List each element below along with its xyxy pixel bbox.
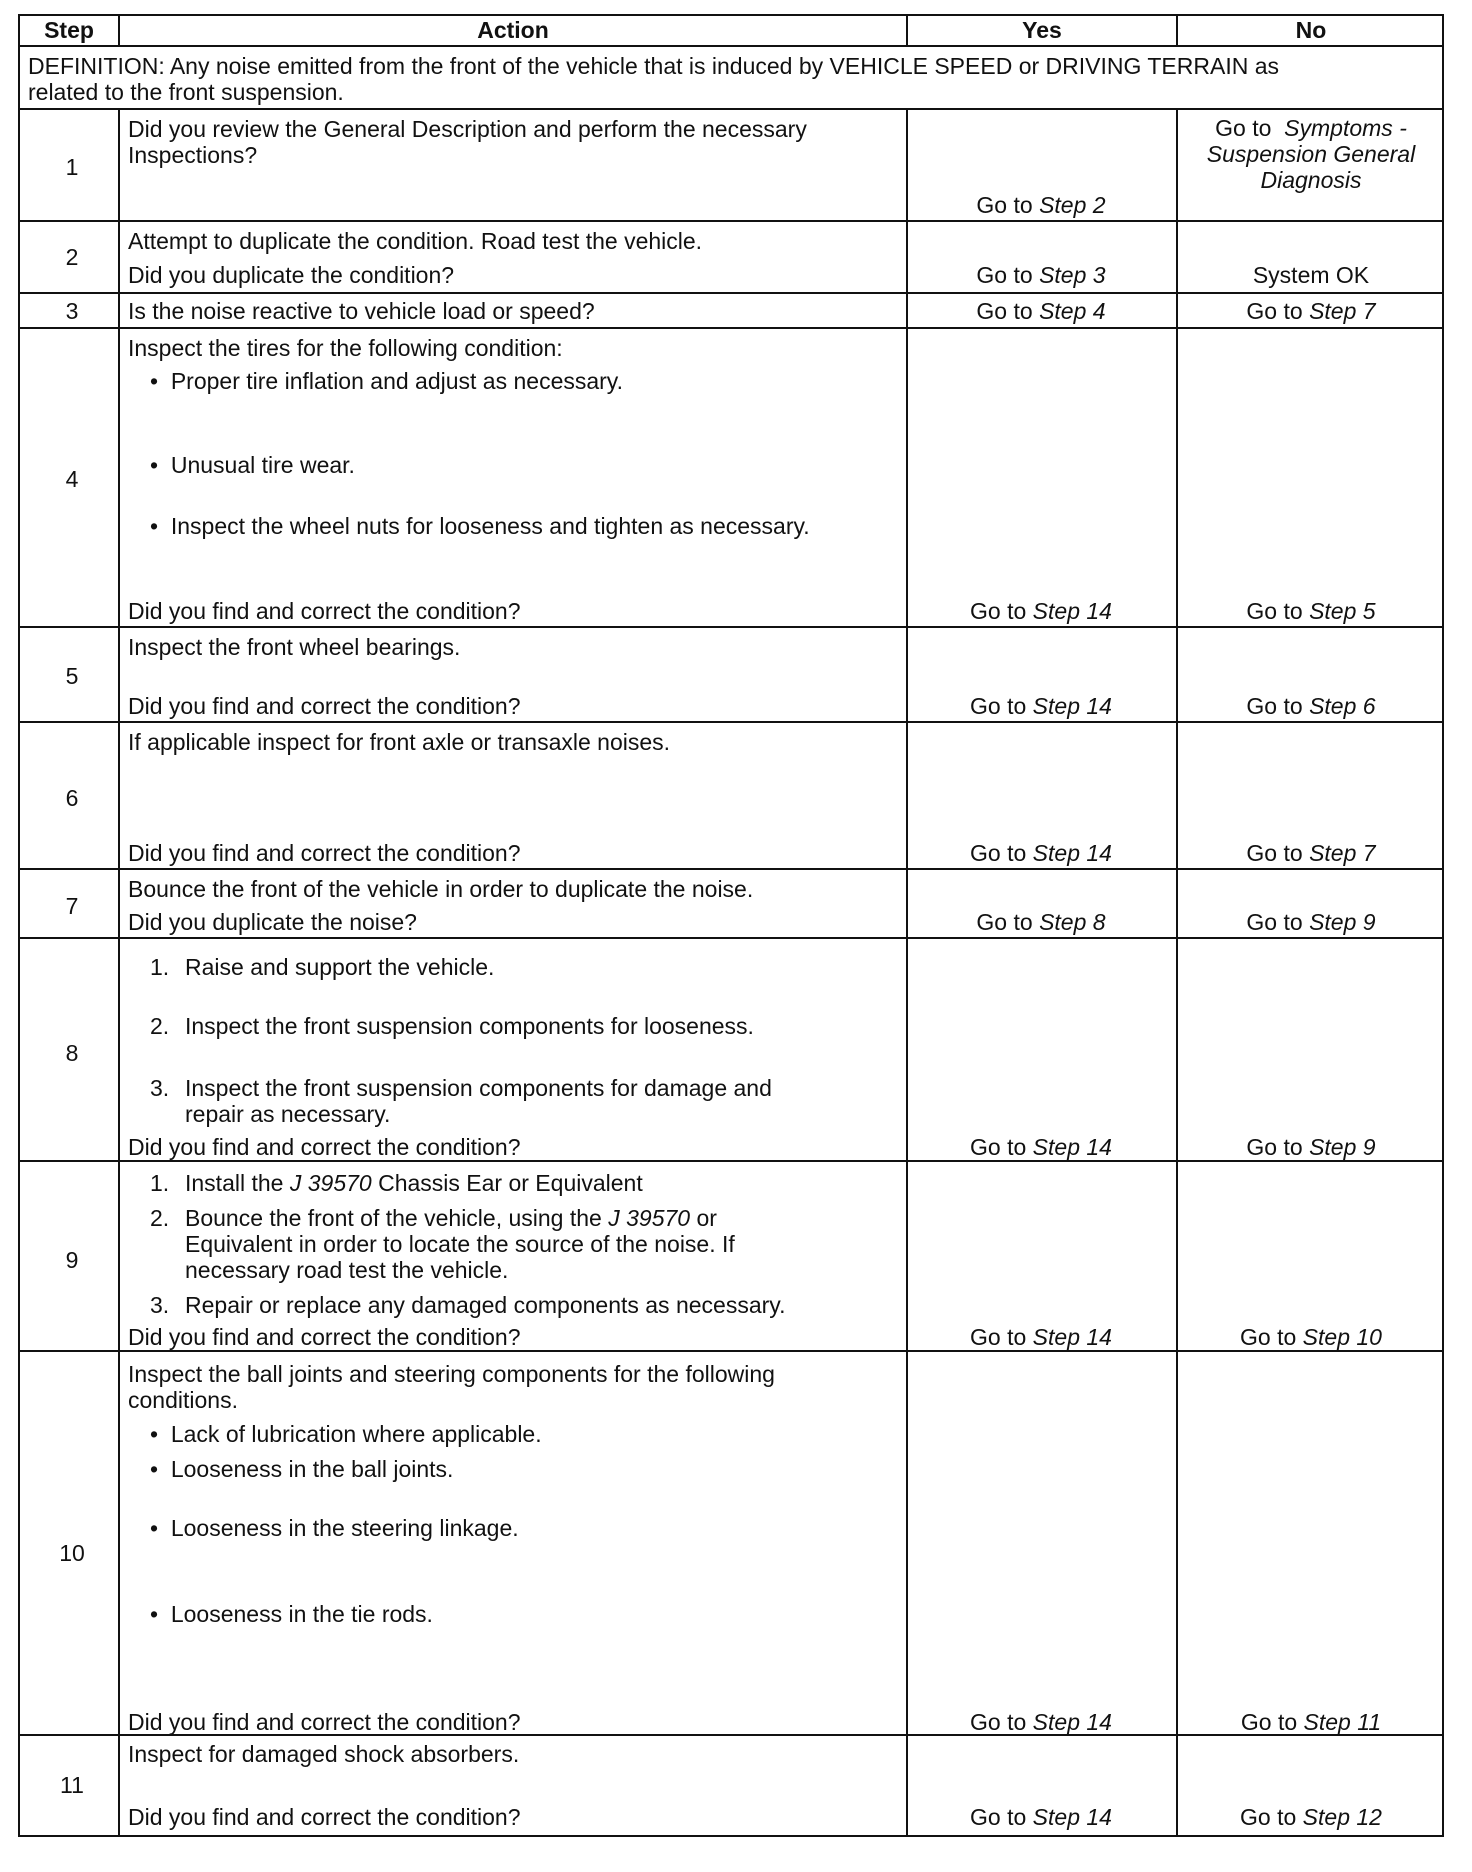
row-divider <box>18 937 1444 939</box>
row-divider <box>18 1350 1444 1352</box>
step-number: 10 <box>59 1540 85 1566</box>
goto-label: Go to <box>970 1324 1027 1350</box>
symptoms-link: Symptoms - <box>1284 115 1407 141</box>
numbered-item-continued: repair as necessary. <box>185 1101 391 1127</box>
bullet-item: • Looseness in the tie rods. <box>150 1601 433 1627</box>
yes-cell <box>908 298 1174 324</box>
numbered-marker: 1. <box>150 954 170 980</box>
step-number: 8 <box>65 1040 79 1066</box>
yes-cell <box>908 1709 1174 1735</box>
action-question: Did you find and correct the condition? <box>128 1709 521 1735</box>
step-number: 3 <box>65 298 79 324</box>
step-link: Step 7 <box>1309 840 1376 866</box>
step-link: Step 7 <box>1309 298 1376 324</box>
bullet-text: Proper tire inflation and adjust as necessary. <box>170 368 623 394</box>
step-link: Step 14 <box>1032 840 1112 866</box>
step-link: Step 14 <box>1032 693 1112 719</box>
goto-label: Go to <box>970 693 1027 719</box>
bullet-text: Inspect the wheel nuts for looseness and tighten as necessary. <box>170 513 810 539</box>
no-cell-line-2 <box>1178 141 1444 167</box>
goto-label: Go to <box>970 1709 1027 1735</box>
step-link: Step 2 <box>1039 192 1106 218</box>
numbered-item: Raise and support the vehicle. <box>185 954 495 980</box>
numbered-marker: 1. <box>150 1170 170 1196</box>
no-cell <box>1178 909 1444 935</box>
row-divider <box>18 626 1444 628</box>
goto-label: Go to <box>1246 693 1303 719</box>
tool-reference: J 39570 <box>608 1205 691 1231</box>
bullet-item: • Looseness in the steering linkage. <box>150 1515 519 1541</box>
step-link: Step 9 <box>1309 909 1376 935</box>
step-number: 5 <box>65 663 79 689</box>
step-link: Step 8 <box>1039 909 1106 935</box>
yes-cell <box>908 1324 1174 1350</box>
action-question: Did you find and correct the condition? <box>128 840 521 866</box>
action-question: Did you duplicate the noise? <box>128 909 417 935</box>
goto-label: Go to <box>1240 1804 1297 1830</box>
bullet-text: Looseness in the tie rods. <box>170 1601 433 1627</box>
step-link: Step 14 <box>1032 598 1112 624</box>
step-number: 2 <box>65 244 79 270</box>
goto-label: Go to <box>1246 840 1303 866</box>
bullet-text: Unusual tire wear. <box>170 452 355 478</box>
no-cell <box>1178 1804 1444 1830</box>
goto-label: Go to <box>970 1134 1027 1160</box>
action-text: Did you review the General Description and perform the necessary <box>128 116 807 142</box>
action-text: Inspect the front wheel bearings. <box>128 634 461 660</box>
instruction-text: or <box>696 1205 717 1231</box>
instruction-text: Install the <box>185 1170 284 1196</box>
yes-cell <box>908 192 1174 218</box>
step-link: Step 6 <box>1309 693 1376 719</box>
row-divider <box>18 1160 1444 1162</box>
step-number: 4 <box>65 466 79 492</box>
bullet-text: Looseness in the steering linkage. <box>170 1515 519 1541</box>
numbered-item: Repair or replace any damaged components as necessary. <box>185 1292 786 1318</box>
step-link: Step 12 <box>1302 1804 1382 1830</box>
column-divider <box>1176 108 1178 1837</box>
action-question: Did you find and correct the condition? <box>128 598 521 624</box>
action-text: conditions. <box>128 1387 238 1413</box>
goto-label: Go to <box>1215 115 1272 141</box>
numbered-item-continued: Equivalent in order to locate the source of the noise. If <box>185 1231 735 1257</box>
numbered-marker: 3. <box>150 1075 170 1101</box>
instruction-text: Chassis Ear or Equivalent <box>378 1170 643 1196</box>
no-cell <box>1178 1134 1444 1160</box>
instruction-text: Bounce the front of the vehicle, using the <box>185 1205 602 1231</box>
action-text: If applicable inspect for front axle or transaxle noises. <box>128 729 671 755</box>
step-number: 11 <box>60 1772 84 1798</box>
step-number: 7 <box>65 893 79 919</box>
numbered-marker: 2. <box>150 1205 170 1231</box>
symptoms-link: Diagnosis <box>1260 167 1362 193</box>
bullet-item: • Looseness in the ball joints. <box>150 1456 454 1482</box>
step-link: Step 14 <box>1032 1709 1112 1735</box>
goto-label: Go to <box>970 840 1027 866</box>
step-number: 1 <box>65 154 79 180</box>
step-link: Step 10 <box>1302 1324 1382 1350</box>
column-divider <box>118 108 120 1837</box>
yes-cell <box>908 909 1174 935</box>
row-divider <box>18 868 1444 870</box>
row-divider <box>18 721 1444 723</box>
numbered-item: Inspect the front suspension components for looseness. <box>185 1013 754 1039</box>
step-number: 6 <box>65 785 79 811</box>
goto-label: Go to <box>970 598 1027 624</box>
bullet-item: • Unusual tire wear. <box>150 452 355 478</box>
no-cell: System OK <box>1252 262 1370 288</box>
definition-line-2: related to the front suspension. <box>28 79 344 105</box>
numbered-item-continued: necessary road test the vehicle. <box>185 1257 509 1283</box>
yes-cell <box>908 262 1174 288</box>
numbered-marker: 3. <box>150 1292 170 1318</box>
bullet-item: • Inspect the wheel nuts for looseness and tighten as necessary. <box>150 513 810 539</box>
header-no: No <box>1295 17 1327 43</box>
no-cell <box>1178 598 1444 624</box>
step-number: 9 <box>65 1247 79 1273</box>
bullet-text: Lack of lubrication where applicable. <box>170 1421 542 1447</box>
yes-cell <box>908 1804 1174 1830</box>
row-divider <box>18 45 1444 47</box>
action-text: Inspect for damaged shock absorbers. <box>128 1741 520 1767</box>
row-divider <box>18 327 1444 329</box>
goto-label: Go to <box>976 192 1033 218</box>
symptoms-link: Suspension General <box>1206 141 1416 167</box>
numbered-item <box>185 1205 717 1231</box>
no-cell-line-3 <box>1178 167 1444 193</box>
no-cell <box>1178 1709 1444 1735</box>
action-question: Did you find and correct the condition? <box>128 693 521 719</box>
goto-label: Go to <box>970 1804 1027 1830</box>
step-link: Step 9 <box>1309 1134 1376 1160</box>
step-link: Step 14 <box>1032 1324 1112 1350</box>
bullet-item: • Lack of lubrication where applicable. <box>150 1421 542 1447</box>
action-question: Did you find and correct the condition? <box>128 1324 521 1350</box>
bullet-text: Looseness in the ball joints. <box>170 1456 454 1482</box>
goto-label: Go to <box>1240 1709 1298 1735</box>
goto-label: Go to <box>1246 1134 1303 1160</box>
yes-cell <box>908 1134 1174 1160</box>
action-text: Inspect the ball joints and steering components for the following <box>128 1361 775 1387</box>
header-yes: Yes <box>1022 17 1062 43</box>
goto-label: Go to <box>976 262 1033 288</box>
column-divider <box>906 108 908 1837</box>
action-text: Inspections? <box>128 142 258 168</box>
no-cell <box>1178 115 1444 141</box>
no-cell <box>1178 298 1444 324</box>
row-divider <box>18 292 1444 294</box>
action-text: Bounce the front of the vehicle in order to duplicate the noise. <box>128 876 754 902</box>
goto-label: Go to <box>976 909 1033 935</box>
header-action: Action <box>477 17 549 43</box>
step-link: Step 5 <box>1309 598 1376 624</box>
header-step: Step <box>44 17 94 43</box>
row-divider <box>18 108 1444 110</box>
yes-cell <box>908 693 1174 719</box>
action-question: Is the noise reactive to vehicle load or speed? <box>128 298 595 324</box>
numbered-marker: 2. <box>150 1013 170 1039</box>
step-link: Step 4 <box>1039 298 1106 324</box>
action-text: Inspect the tires for the following condition: <box>128 335 563 361</box>
step-link: Step 14 <box>1032 1804 1112 1830</box>
numbered-item: Inspect the front suspension components for damage and <box>185 1075 772 1101</box>
no-cell <box>1178 840 1444 866</box>
action-question: Did you duplicate the condition? <box>128 262 455 288</box>
step-link: Step 14 <box>1032 1134 1112 1160</box>
step-link: Step 11 <box>1303 1709 1382 1735</box>
step-link: Step 3 <box>1039 262 1106 288</box>
goto-label: Go to <box>1246 598 1303 624</box>
yes-cell <box>908 840 1174 866</box>
no-cell <box>1178 693 1444 719</box>
goto-label: Go to <box>1240 1324 1297 1350</box>
numbered-item <box>185 1170 643 1196</box>
definition-line-1: DEFINITION: Any noise emitted from the front of the vehicle that is induced by VEHICLE SPEED or DRIVING TERRAIN as <box>28 53 1279 79</box>
row-divider <box>18 220 1444 222</box>
bullet-item: • Proper tire inflation and adjust as necessary. <box>150 368 623 394</box>
goto-label: Go to <box>1246 298 1303 324</box>
goto-label: Go to <box>976 298 1033 324</box>
action-question: Did you find and correct the condition? <box>128 1804 521 1830</box>
tool-reference: J 39570 <box>289 1170 372 1196</box>
action-question: Did you find and correct the condition? <box>128 1134 521 1160</box>
action-text: Attempt to duplicate the condition. Road test the vehicle. <box>128 228 703 254</box>
yes-cell <box>908 598 1174 624</box>
no-cell <box>1178 1324 1444 1350</box>
goto-label: Go to <box>1246 909 1303 935</box>
